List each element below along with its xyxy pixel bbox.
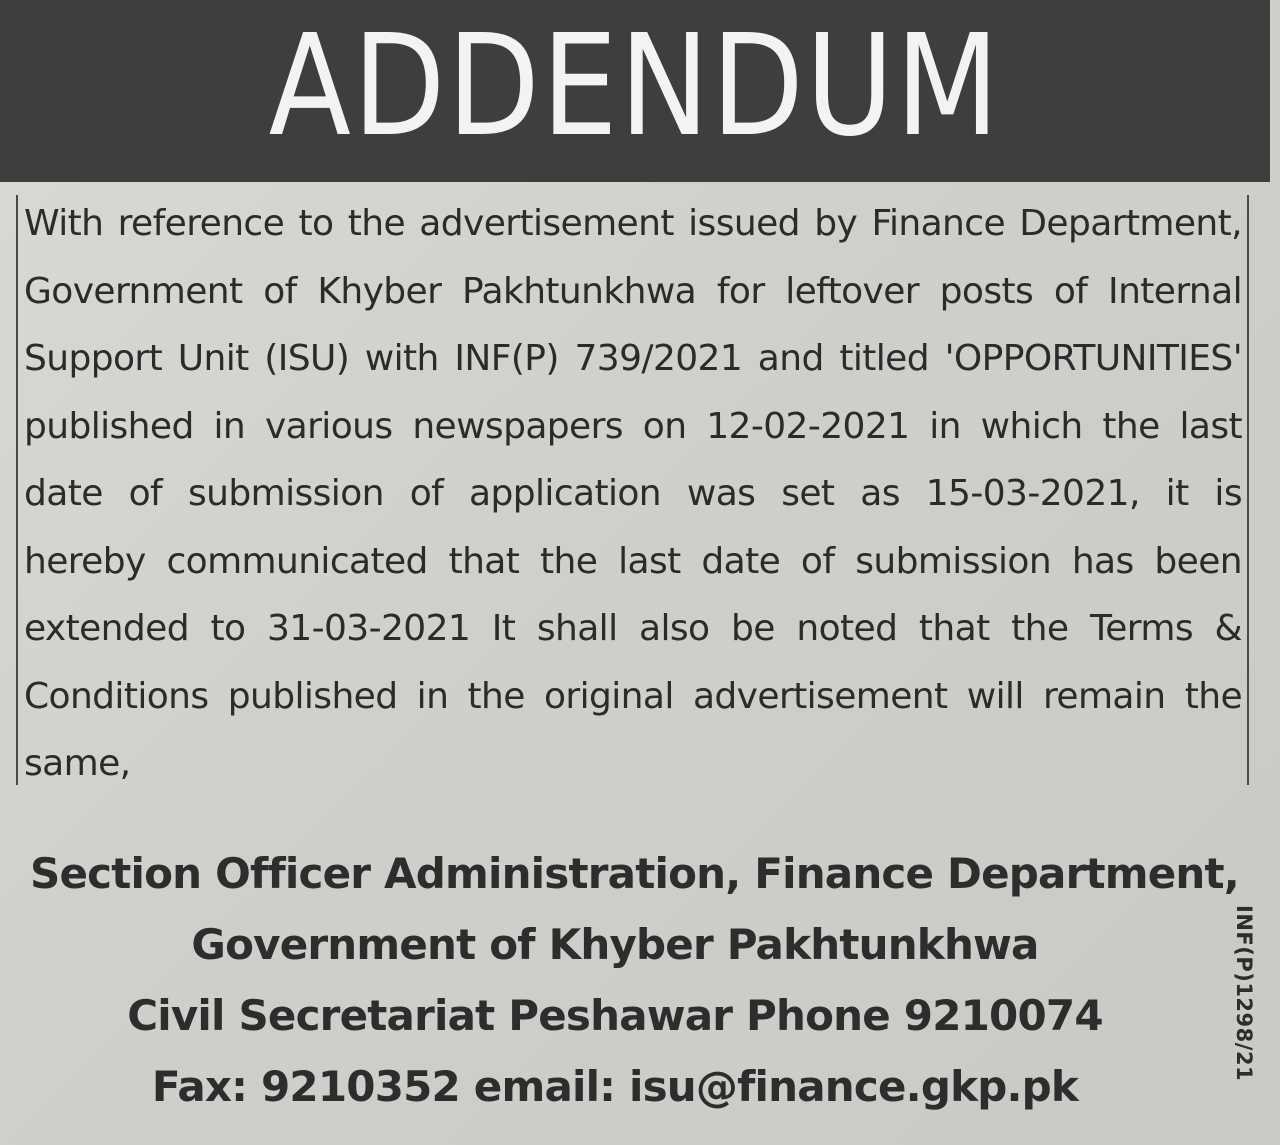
signature-address-phone: Civil Secretariat Peshawar Phone 9210074	[127, 991, 1103, 1040]
notice-body: With reference to the advertisement issued by Finance Department, Government of Khyber Pakhtunkhwa for leftover posts of Internal Support Unit (ISU) with INF(P) 739/2021 and titled 'OPPORTUNITIES' published in various newspapers on 12-02-2021 in which the last date of submission of application was set as 15-03-2021, it is hereby communicated that the last date of submission has been extended to 31-03-2021 It shall also be noted that the Terms & Conditions published in the original advertisement will remain the same,	[24, 203, 1242, 784]
signature-block	[30, 838, 1239, 1122]
reference-code: INF(P)1298/21	[1232, 905, 1256, 1082]
page-title: ADDENDUM	[268, 5, 1002, 168]
signature-fax-email: Fax: 9210352 email: isu@finance.gkp.pk	[151, 1062, 1079, 1111]
signature-government: Government of Khyber Pakhtunkhwa	[191, 920, 1039, 969]
header-band	[0, 0, 1270, 182]
right-border-rule	[1247, 195, 1249, 785]
signature-office: Section Officer Administration, Finance Department,	[30, 849, 1239, 898]
left-border-rule	[16, 195, 18, 785]
